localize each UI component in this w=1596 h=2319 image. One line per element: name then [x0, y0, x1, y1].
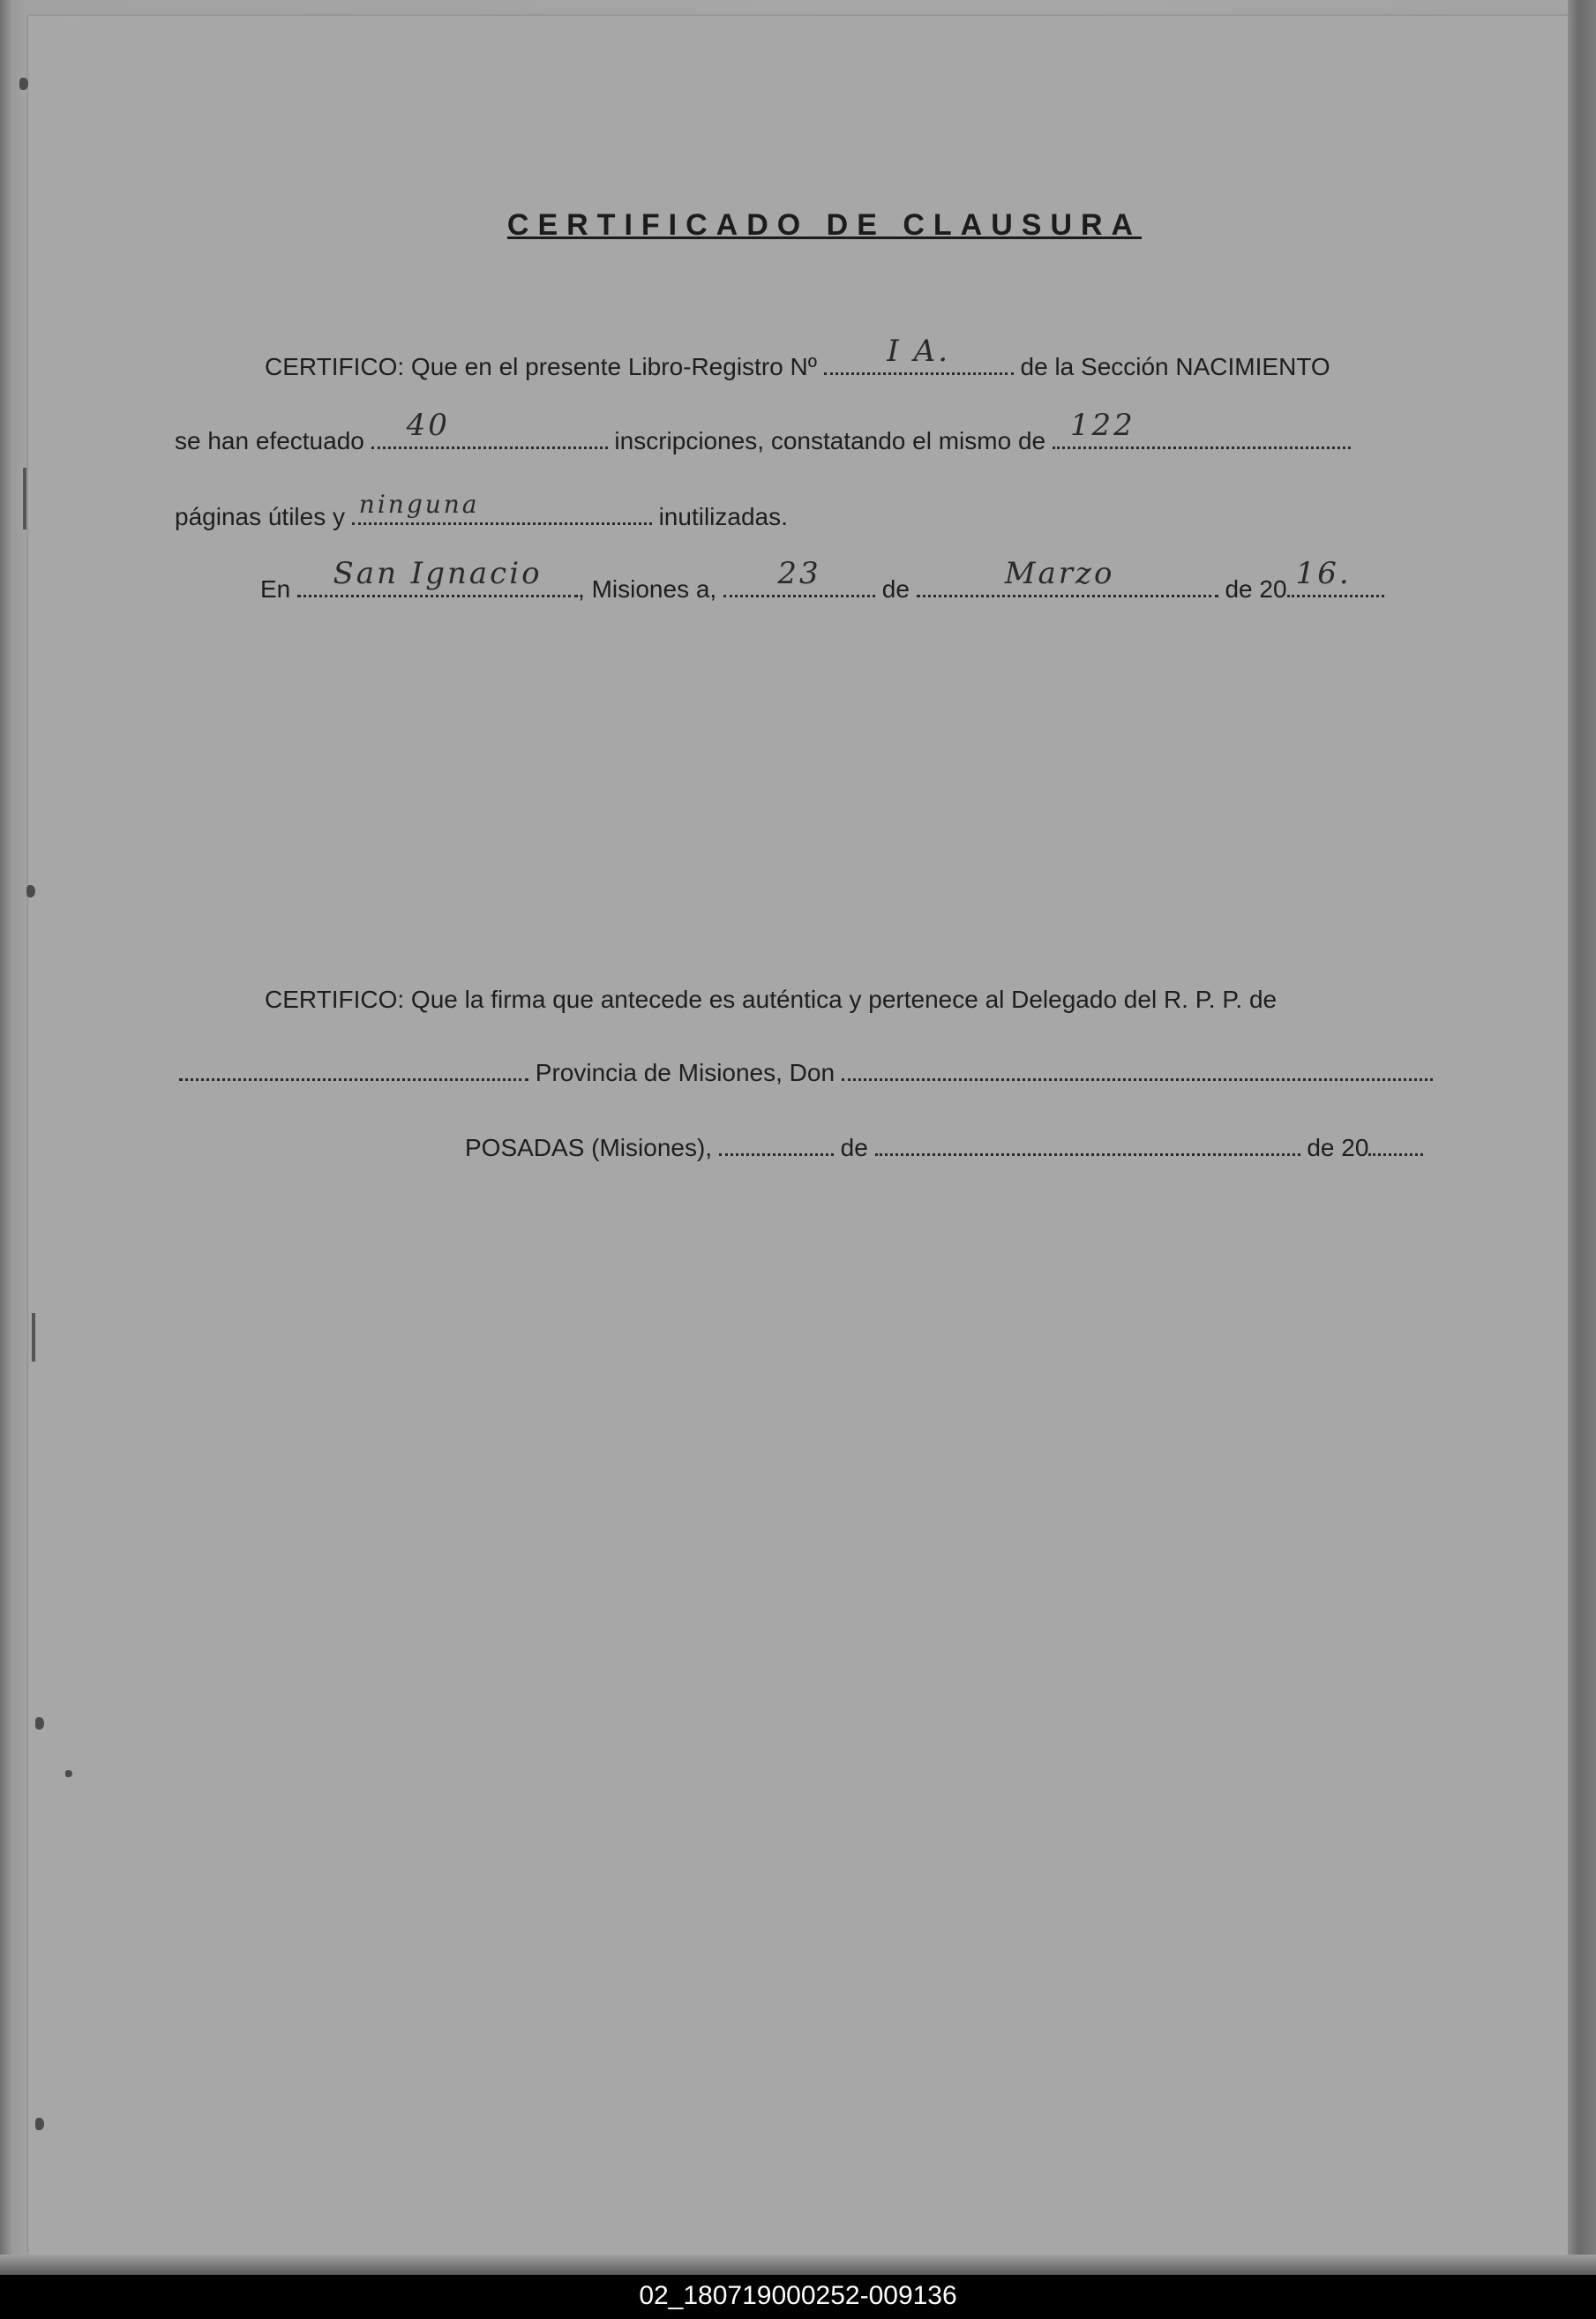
binding-mark — [32, 1313, 35, 1362]
line3-suffix: inutilizadas. — [658, 503, 788, 530]
binding-hole — [35, 2118, 44, 2130]
page-title: CERTIFICADO DE CLAUSURA — [506, 208, 1143, 242]
binding-hole — [19, 78, 28, 90]
page-edge-bottom — [0, 2255, 1596, 2275]
inscripciones-field — [371, 408, 608, 449]
certificate-line-3 — [175, 490, 788, 531]
posadas-mes-field — [875, 1134, 1300, 1156]
image-id-label: 02_180719000252-009136 — [639, 2281, 957, 2310]
binding-hole — [35, 1717, 44, 1730]
certificate-line-2 — [175, 408, 1351, 455]
line3-suffix-text: de 20 — [1307, 1134, 1369, 1161]
inutilizadas-handwriting: ninguna — [358, 490, 480, 519]
dia-handwriting: 23 — [777, 556, 821, 591]
line2-prefix: se han efectuado — [175, 427, 364, 454]
inscripciones-handwriting: 40 — [406, 408, 450, 443]
line4-mid2: de — [881, 575, 910, 603]
line4-prefix: En — [260, 575, 291, 603]
don-field — [842, 1059, 1433, 1081]
lugar-handwriting: San Ignacio — [333, 556, 543, 591]
line1-suffix: de la Sección NACIMIENTO — [1020, 353, 1330, 380]
inutilizadas-field — [352, 490, 652, 525]
line2-mid-text: Provincia de Misiones, Don — [535, 1059, 835, 1086]
anio-handwriting: 16. — [1295, 556, 1352, 591]
certificate-line-4 — [260, 556, 1384, 604]
second-certificate-line-2 — [179, 1059, 1433, 1087]
anio-field — [1287, 556, 1384, 597]
second-certificate-line-1: CERTIFICO: Que la firma que antecede es auténtica y pertenece al Delegado del R. P. P. de — [265, 986, 1278, 1013]
line2-mid: inscripciones, constatando el mismo de — [614, 427, 1046, 454]
line3-mid-text: de — [840, 1134, 868, 1161]
binding-mark — [23, 468, 26, 529]
mes-field — [917, 556, 1218, 597]
binding-hole — [26, 885, 35, 897]
mes-handwriting: Marzo — [1004, 556, 1115, 591]
line4-suffix: de 20 — [1225, 575, 1287, 603]
posadas-dia-field — [719, 1134, 834, 1156]
dia-field — [723, 556, 875, 597]
line4-mid1: , Misiones a, — [578, 575, 717, 603]
line3-prefix-text: POSADAS (Misiones), — [465, 1134, 713, 1161]
libro-numero-field — [824, 334, 1014, 375]
paginas-handwriting: 122 — [1069, 408, 1135, 443]
line1-prefix: CERTIFICO: Que en el presente Libro-Registro Nº — [265, 353, 817, 380]
binding-hole — [65, 1770, 72, 1777]
line3-prefix: páginas útiles y — [175, 503, 346, 530]
second-certificate-line-3 — [465, 1134, 1423, 1162]
delegacion-field — [179, 1059, 528, 1081]
posadas-anio-field — [1368, 1134, 1423, 1156]
page-edge-right — [1568, 0, 1596, 2275]
lugar-field — [297, 556, 578, 597]
paginas-field — [1053, 408, 1351, 449]
libro-numero-handwriting: I A. — [887, 334, 951, 369]
certificate-line-1 — [265, 334, 1330, 381]
